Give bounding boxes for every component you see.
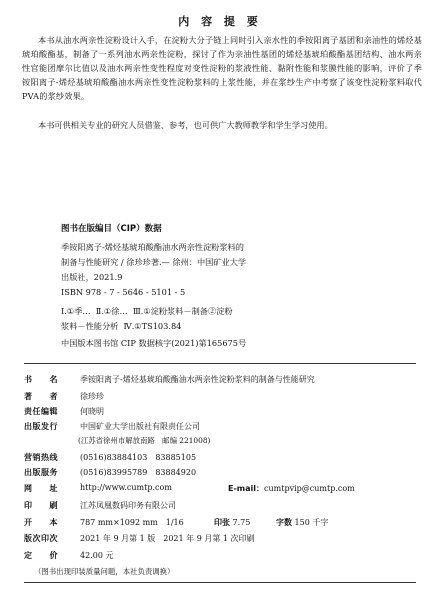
editor-value: 何晓明 — [80, 407, 104, 416]
author-value: 徐珍珍 — [80, 392, 104, 401]
publisher-label: 出版发行 — [24, 422, 58, 431]
word-count-value: 150 千字 — [294, 518, 329, 527]
summary-title: 内 容 提 要 — [178, 15, 262, 28]
summary-paragraph-1: 本书从油水两亲性淀粉设计入手，在淀粉大分子链上同时引入亲水性的季铵阳离子基团和亲油性的烯烃基琥珀酸酯基，制备了一系列油水两亲性淀粉，探讨了作为亲油性基团的烯烃基琥珀酸酯基团结构、油水两亲性官能团摩尔比值以及油水两亲性变性程度对变性淀粉的浆液性能、黏附性能和浆膜性能的影响，评价了季铵阳离子-烯烃基琥珀酸酯油水两亲性变性淀粉浆料的上浆性能，并在浆纱生产中考察了该变性淀粉浆料取代PVA的浆纱效果。 — [22, 35, 422, 101]
printer-label: 印 刷 — [24, 501, 58, 510]
summary-paragraph-2: 本书可供相关专业的研究人员借鉴、参考，也可供广大教师教学和学生学习使用。 — [38, 120, 333, 130]
publisher-value: 中国矿业大学出版社有限责任公司 — [80, 422, 200, 431]
sales-hotline-label: 营销热线 — [24, 453, 58, 462]
sales-hotline-value: (0516)83884103 83885105 — [80, 453, 197, 462]
printer-value: 江苏凤凰数码印务有限公司 — [80, 501, 176, 510]
book-title-value: 季铵阳离子-烯烃基琥珀酸酯油水两亲性淀粉浆料的制备与性能研究 — [80, 375, 315, 384]
cip-line-subtitle: 制备与性能研究 / 徐珍珍著.— 徐州：中国矿业大学 — [61, 257, 247, 267]
sheets-label: 印张 — [214, 518, 230, 527]
publishing-service-label: 出版服务 — [24, 468, 58, 477]
word-count-label: 字数 — [276, 518, 292, 527]
email-value[interactable]: cumtpvip@cumtp.com — [264, 484, 355, 493]
cip-line-classification: Ⅰ.①季… Ⅱ.①徐… Ⅲ.①淀粉浆料－制备②淀粉 — [61, 306, 233, 316]
price-label: 定 价 — [24, 551, 58, 560]
edition-label: 版次印次 — [24, 534, 58, 543]
cip-line-publisher: 出版社，2021.9 — [61, 272, 123, 282]
cip-line-record-number: 中国版本图书馆 CIP 数据核字(2021)第165675号 — [61, 338, 247, 348]
cip-line-isbn: ISBN 978 - 7 - 5646 - 5101 - 5 — [61, 287, 186, 297]
sheets-value: 7.75 — [232, 518, 251, 527]
format-label: 开 本 — [24, 518, 58, 527]
author-label: 著 者 — [24, 392, 58, 401]
cip-line-classification-cont: 浆料－性能分析 Ⅳ.①TS103.84 — [61, 321, 182, 331]
website-label: 网 址 — [24, 484, 58, 493]
colophon-top-rule — [24, 363, 416, 364]
edition-value: 2021 年 9 月第 1 版 2021 年 9 月第 1 次印刷 — [80, 534, 255, 543]
quality-note: （图书出现印装质量问题，本社负责调换） — [34, 567, 175, 576]
website-url[interactable]: http://www.cumtp.com — [80, 483, 172, 492]
publisher-address: (江苏省徐州市解放南路 邮编 221008) — [78, 436, 211, 445]
cip-heading: 图书在版编目（CIP）数据 — [61, 224, 162, 234]
publishing-service-value: (0516)83995789 83884920 — [80, 468, 197, 477]
email-label: E-mail： — [228, 484, 265, 493]
format-value: 787 mm×1092 mm 1/16 — [80, 518, 184, 527]
colophon-bottom-rule — [24, 582, 416, 583]
editor-label: 责任编辑 — [24, 407, 58, 416]
book-title-label: 书 名 — [24, 375, 58, 384]
cip-line-title: 季铵阳离子-烯烃基琥珀酸酯油水两亲性淀粉浆料的 — [61, 242, 244, 252]
price-value: 42.00 元 — [80, 551, 114, 560]
